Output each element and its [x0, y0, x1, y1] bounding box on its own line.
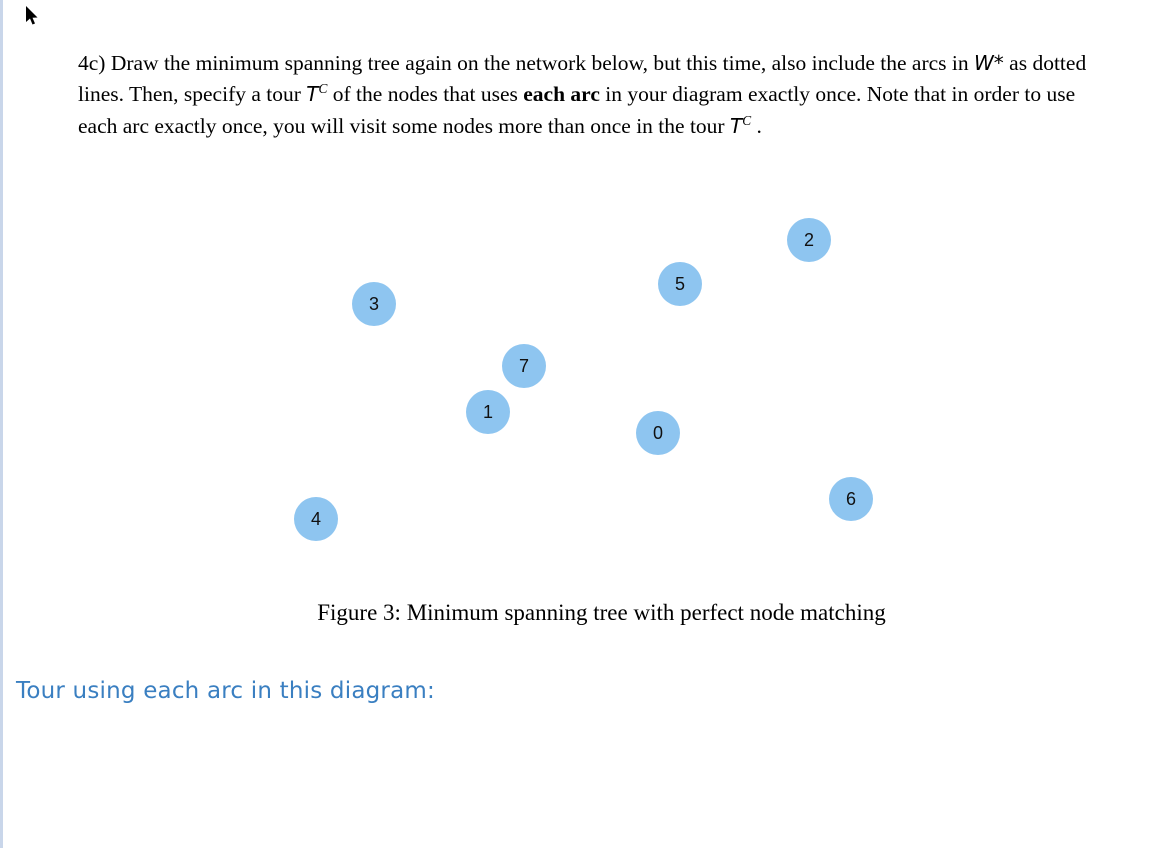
- mouse-cursor-icon: [26, 6, 40, 26]
- math-tour-symbol-1: T: [306, 82, 319, 107]
- question-text-part-3: of the nodes that uses: [327, 82, 524, 107]
- graph-node-label: 7: [518, 355, 529, 376]
- math-w-star: W*: [974, 51, 1004, 75]
- graph-node-label: 1: [482, 401, 493, 422]
- network-diagram: [0, 196, 1173, 586]
- graph-node-2: [787, 218, 831, 262]
- tour-prompt-label: Tour using each arc in this diagram:: [16, 678, 435, 704]
- graph-node-label: 2: [803, 229, 814, 250]
- math-tour-superscript-2: C: [742, 112, 752, 128]
- question-text-part-4: in your diagram exactly once. Note that in order to use each arc exactly once, you will visit some nodes more than once in the tour: [78, 82, 1076, 138]
- question-text-part-2: as dotted lines. Then, specify a tour: [78, 51, 1087, 107]
- question-bold-each-arc: each arc: [523, 82, 600, 107]
- graph-node-6: [829, 477, 873, 521]
- figure-caption-text: Figure 3: Minimum spanning tree with perfect node matching: [317, 600, 886, 625]
- graph-node-3: [352, 282, 396, 326]
- graph-node-label: 5: [674, 273, 685, 294]
- math-tour-superscript-1: C: [318, 81, 328, 97]
- question-text-part-1: Draw the minimum spanning tree again on the network below, but this time, also include the arcs in: [110, 51, 975, 75]
- graph-node-0: [636, 411, 680, 455]
- graph-node-label: 3: [368, 293, 379, 314]
- question-text-part-5: .: [751, 113, 762, 138]
- graph-node-label: 6: [845, 488, 856, 509]
- figure-caption: [0, 600, 1173, 626]
- graph-node-4: [294, 497, 338, 541]
- math-tour-symbol-2: T: [729, 113, 743, 138]
- graph-node-1: [466, 390, 510, 434]
- question-text: [78, 48, 1108, 142]
- graph-node-label: 0: [652, 422, 663, 443]
- graph-node-5: [658, 262, 702, 306]
- graph-node-label: 4: [310, 508, 321, 529]
- question-label: 4c): [78, 51, 106, 75]
- graph-node-7: [502, 344, 546, 388]
